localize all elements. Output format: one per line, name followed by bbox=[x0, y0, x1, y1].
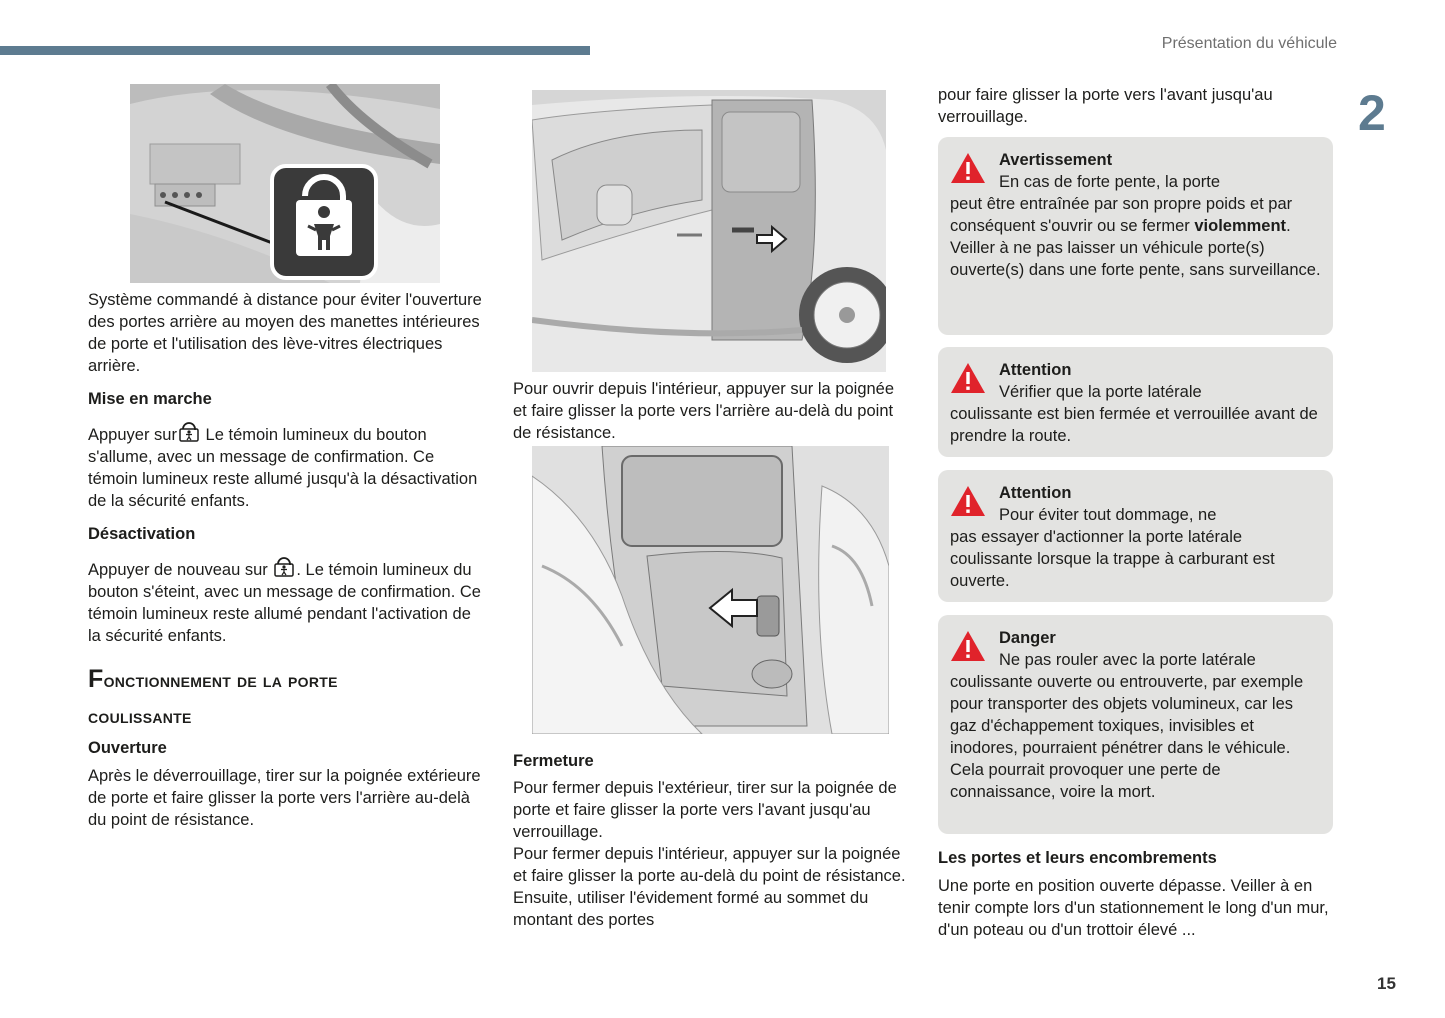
child-lock-icon bbox=[177, 420, 201, 442]
open-from-inside-text: Pour ouvrir depuis l'intérieur, appuyer sur la poignée et faire glisser la porte vers l'arrière au-delà du point de résistance. bbox=[513, 380, 895, 442]
column-2-text-top bbox=[513, 378, 908, 444]
header-accent-bar bbox=[0, 46, 590, 55]
mise-en-marche-text: Appuyer sur Le témoin lumineux du bouton s'allume, avec un message de confirmation. Ce témoin lumineux reste allumé jusqu'à la désactivation de la sécurité enfants. bbox=[88, 420, 488, 512]
warning-box-danger bbox=[938, 615, 1333, 834]
warning-extra: Veiller à ne pas laisser un véhicule porte(s) ouverte(s) dans une forte pente, sans surveillance. bbox=[950, 239, 1321, 279]
warning-triangle-icon bbox=[950, 485, 986, 517]
van-sliding-door-exterior-illustration bbox=[532, 90, 886, 372]
doors-dimensions-text: Une porte en position ouverte dépasse. Veiller à en tenir compte lors d'un stationnement le long d'un mur, d'un poteau ou d'un trottoir élevé ... bbox=[938, 877, 1329, 939]
warning-body: coulissante est bien fermée et verrouillée avant de prendre la route. bbox=[950, 405, 1318, 445]
warning-title: Attention bbox=[999, 361, 1072, 379]
warning-box-attention-verrouillage bbox=[938, 347, 1333, 457]
child-lock-intro: Système commandé à distance pour éviter l'ouverture des portes arrière au moyen des manettes intérieures de porte et l'utilisation des lève-vitres électriques arrière. bbox=[88, 291, 482, 375]
fermeture-interior-text: Pour fermer depuis l'intérieur, appuyer sur la poignée et faire glisser la porte au-delà du point de résistance. Ensuite, utiliser l'évidement formé au sommet du montant des portes bbox=[513, 845, 906, 929]
warning-title: Attention bbox=[999, 484, 1072, 502]
ouverture-text: Après le déverrouillage, tirer sur la poignée extérieure de porte et faire glisser la porte vers l'arrière au-delà du point de résistance. bbox=[88, 767, 481, 829]
page-number: 15 bbox=[1377, 974, 1396, 993]
column-3-continuation bbox=[938, 84, 1334, 128]
child-lock-icon bbox=[272, 555, 296, 577]
sliding-door-interior-illustration bbox=[532, 446, 889, 734]
warning-box-attention-carburant bbox=[938, 470, 1333, 602]
column-3-doors-section bbox=[938, 847, 1334, 941]
warning-triangle-icon bbox=[950, 152, 986, 184]
warning-body: coulissante ouverte ou entrouverte, par exemple pour transporter des objets volumineux, car les gaz d'échappement toxiques, invisibles et inodores, pourraient pénétrer dans le véhicule. Cela pourrait provoquer une perte de connaissance, voire la mort. bbox=[950, 673, 1304, 801]
ouverture-heading: Ouverture bbox=[88, 739, 167, 757]
warning-title: Avertissement bbox=[999, 151, 1113, 169]
warning-first-line: Vérifier que la porte latérale bbox=[999, 383, 1202, 401]
warning-body: pas essayer d'actionner la porte latérale coulissante lorsque la trappe à carburant est ouverte. bbox=[950, 528, 1275, 590]
warning-title: Danger bbox=[999, 629, 1056, 647]
warning-triangle-icon bbox=[950, 362, 986, 394]
warning-first-line: Ne pas rouler avec la porte latérale bbox=[999, 651, 1256, 669]
continuation-text: pour faire glisser la porte vers l'avant jusqu'au verrouillage. bbox=[938, 86, 1273, 126]
warning-triangle-icon bbox=[950, 630, 986, 662]
doors-dimensions-heading: Les portes et leurs encombrements bbox=[938, 849, 1217, 867]
desactivation-text: Appuyer de nouveau sur . Le témoin lumineux du bouton s'éteint, avec un message de confirmation. Ce témoin lumineux reste allumé pendant l'activation de la sécurité enfants. bbox=[88, 555, 488, 647]
child-lock-button-illustration bbox=[130, 84, 440, 283]
running-header-title: Présentation du véhicule bbox=[1161, 35, 1337, 52]
fermeture-exterior-text: Pour fermer depuis l'extérieur, tirer sur la poignée de porte et faire glisser la porte vers l'avant jusqu'au verrouillage. bbox=[513, 779, 897, 841]
fermeture-heading: Fermeture bbox=[513, 752, 594, 770]
chapter-number: 2 bbox=[1358, 85, 1386, 141]
column-1-text bbox=[88, 289, 488, 831]
mise-en-marche-heading: Mise en marche bbox=[88, 390, 212, 408]
warning-box-avertissement bbox=[938, 137, 1333, 335]
section-title-sliding-door: Fonctionnement de la porte coulissante bbox=[88, 665, 338, 728]
warning-body: peut être entraînée par son propre poids et par conséquent s'ouvrir ou se fermer violemment. bbox=[950, 195, 1293, 235]
warning-first-line: En cas de forte pente, la porte bbox=[999, 173, 1221, 191]
desactivation-heading: Désactivation bbox=[88, 525, 196, 543]
column-2-text-bottom bbox=[513, 750, 911, 931]
warning-first-line: Pour éviter tout dommage, ne bbox=[999, 506, 1217, 524]
